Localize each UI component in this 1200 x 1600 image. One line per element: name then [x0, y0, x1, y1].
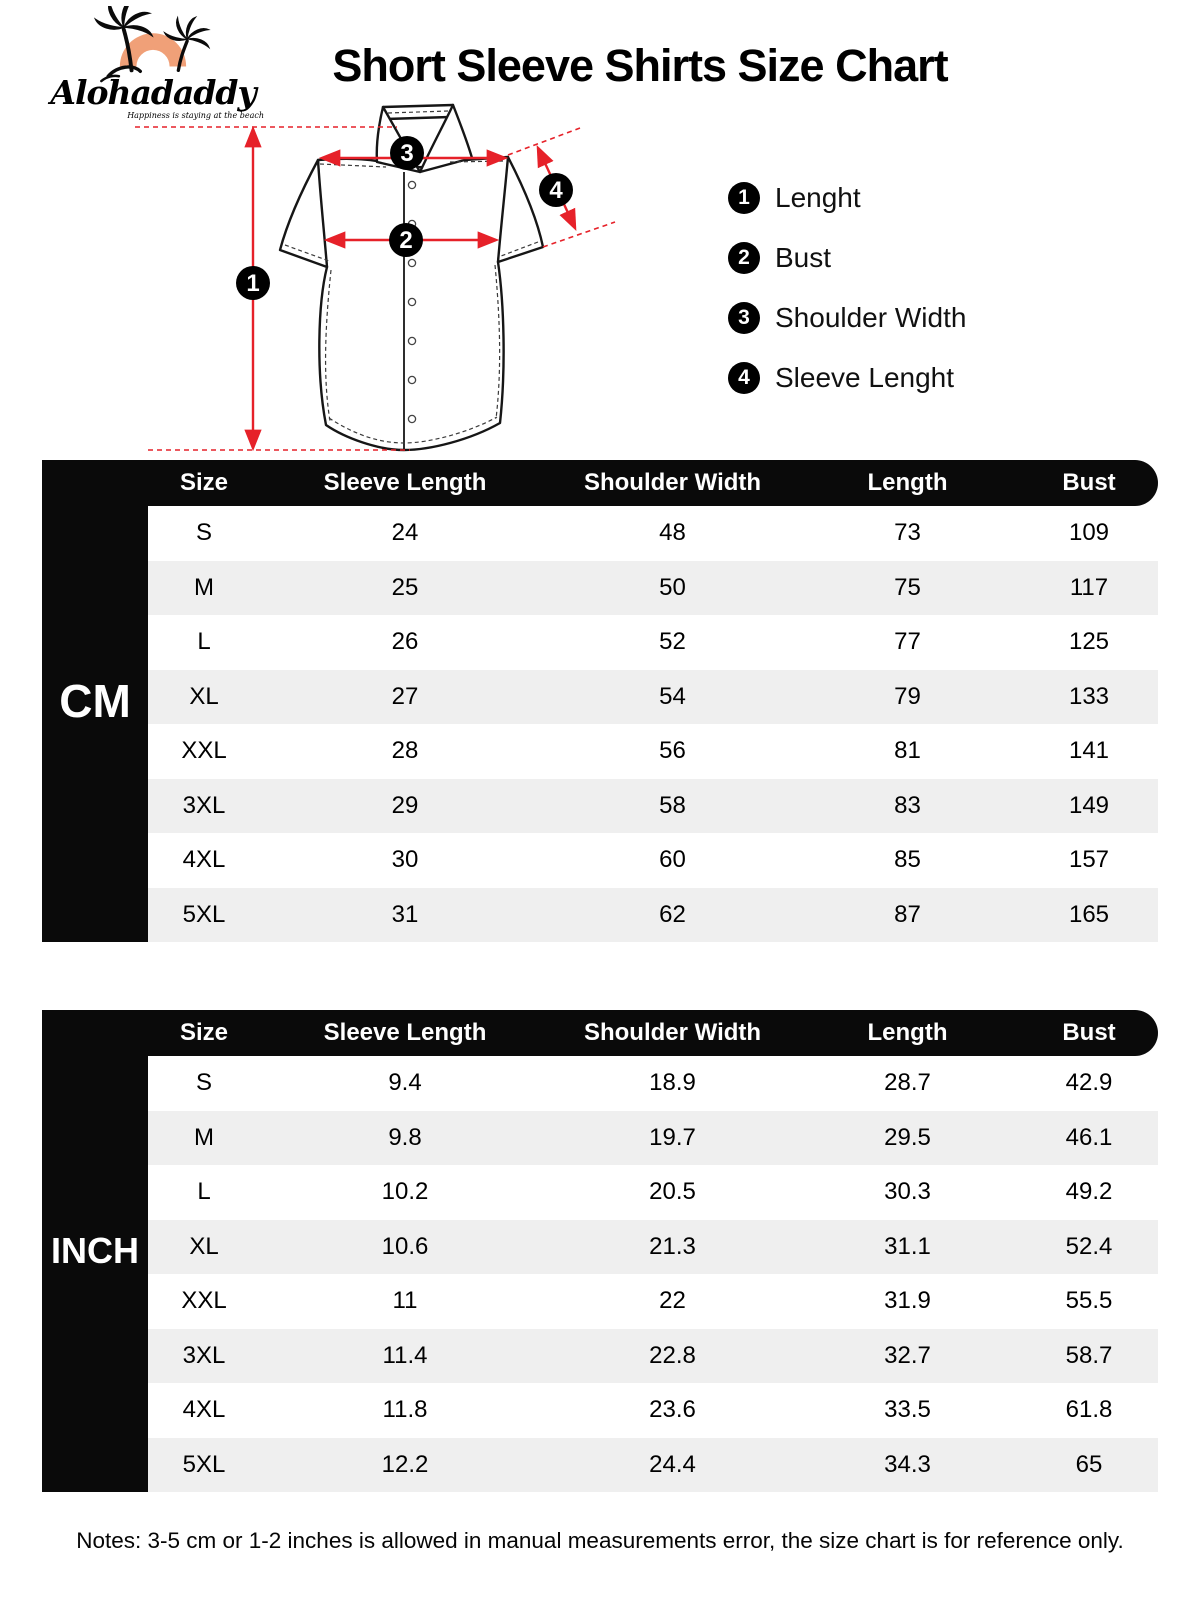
size-table-cm [42, 460, 1158, 942]
measurement-value-cell: 83 [894, 791, 921, 819]
measurement-value-cell: 61.8 [1065, 1396, 1113, 1423]
legend-label-length: Lenght [775, 182, 861, 213]
size-label-cell: S [195, 1069, 212, 1096]
measurement-value-cell: 133 [1068, 682, 1110, 710]
legend-number-3: 3 [728, 302, 760, 334]
measurement-value-cell: 58 [659, 791, 686, 819]
measurement-value-cell: 19.7 [649, 1123, 696, 1151]
table-row-l [148, 615, 1158, 670]
measurement-value-cell: 30 [391, 846, 419, 873]
table-row-xl [148, 670, 1158, 725]
measurement-value-cell: 49.2 [1065, 1178, 1113, 1205]
measurement-value-cell: 12.2 [381, 1450, 429, 1478]
legend-number-4: 4 [728, 362, 760, 394]
size-label-cell: XL [189, 1232, 219, 1260]
size-label-cell: S [195, 519, 212, 546]
size-label-cell: M [194, 573, 214, 601]
measurement-value-cell: 62 [659, 900, 686, 928]
table-row-3xl [148, 779, 1158, 834]
measurement-value-cell: 46.1 [1065, 1123, 1113, 1151]
table-row-xxl [148, 724, 1158, 779]
measurement-value-cell: 157 [1068, 846, 1110, 873]
legend-item-sleeve-length [728, 362, 966, 394]
measurement-value-cell: 28 [391, 737, 419, 764]
measurement-value-cell: 79 [894, 682, 921, 710]
size-label-cell: 5XL [182, 900, 226, 928]
measurement-value-cell: 26 [391, 628, 419, 655]
measurement-value-cell: 11 [392, 1287, 418, 1314]
column-header-sleeve-length: Sleeve Length [323, 469, 487, 496]
measurement-value-cell: 11.4 [382, 1341, 428, 1369]
column-header-shoulder-width: Shoulder Width [583, 1019, 762, 1046]
measurement-value-cell: 22.8 [649, 1341, 696, 1369]
marker-1: 1 [246, 270, 260, 297]
measurement-value-cell: 31.9 [884, 1287, 931, 1314]
measurement-value-cell: 65 [1075, 1450, 1103, 1478]
measurement-value-cell: 31.1 [884, 1232, 931, 1260]
marker-2: 2 [399, 227, 413, 254]
measurement-legend [728, 182, 966, 394]
inch-unit-sidebar [42, 1010, 148, 1492]
measurement-value-cell: 10.6 [381, 1232, 429, 1260]
measurement-value-cell: 20.5 [649, 1178, 696, 1205]
size-label-cell: M [194, 1123, 214, 1151]
measurement-value-cell: 52.4 [1065, 1232, 1113, 1260]
size-label-cell: XXL [181, 737, 227, 764]
cm-unit-sidebar [42, 460, 148, 942]
measurement-value-cell: 10.2 [381, 1178, 429, 1205]
measurement-value-cell: 77 [894, 628, 921, 655]
measurement-value-cell: 85 [894, 846, 921, 873]
measurement-value-cell: 54 [659, 682, 686, 710]
column-header-length: Length [867, 1019, 948, 1046]
measurement-value-cell: 56 [659, 737, 686, 764]
measurement-value-cell: 11.8 [382, 1396, 428, 1423]
table-row-5xl [148, 888, 1158, 943]
legend-item-length [728, 182, 966, 214]
size-label-cell: XL [189, 682, 219, 710]
cm-table-header-bar [42, 460, 1158, 506]
shirt-measurement-diagram [110, 88, 730, 463]
legend-label-sleeve-length: Sleeve Lenght [775, 362, 955, 393]
measurement-value-cell: 52 [659, 628, 686, 655]
measurement-value-cell: 125 [1068, 628, 1110, 655]
inch-table-body [148, 1056, 1158, 1492]
measurement-value-cell: 42.9 [1065, 1069, 1113, 1096]
measurement-value-cell: 73 [894, 519, 921, 546]
cm-unit-label: CM [59, 675, 131, 727]
legend-item-shoulder-width [728, 302, 966, 334]
brand-tagline: Happiness is staying at the beach [127, 111, 264, 120]
inch-table-header-row [148, 1010, 1158, 1056]
page-title: Short Sleeve Shirts Size Chart [332, 40, 948, 91]
measurement-value-cell: 21.3 [649, 1232, 696, 1260]
size-label-cell: 3XL [182, 791, 226, 819]
measurement-value-cell: 24 [391, 519, 419, 546]
measurement-value-cell: 117 [1069, 573, 1109, 601]
table-row-m [148, 1111, 1158, 1166]
column-header-bust: Bust [1062, 469, 1116, 496]
column-header-size: Size [179, 469, 229, 496]
measurement-value-cell: 24.4 [649, 1450, 696, 1478]
marker-3: 3 [400, 140, 414, 167]
cm-table-body [148, 506, 1158, 942]
table-row-m [148, 561, 1158, 616]
measurement-value-cell: 32.7 [884, 1341, 931, 1369]
measurement-value-cell: 9.4 [388, 1069, 422, 1096]
measurement-value-cell: 25 [391, 573, 419, 601]
legend-number-1: 1 [728, 182, 760, 214]
table-row-s [148, 1056, 1158, 1111]
legend-item-bust [728, 242, 966, 274]
table-row-4xl [148, 833, 1158, 888]
measurement-value-cell: 34.3 [884, 1450, 931, 1478]
size-label-cell: L [197, 628, 211, 655]
table-row-l [148, 1165, 1158, 1220]
measurement-value-cell: 23.6 [649, 1396, 696, 1423]
table-row-xl [148, 1220, 1158, 1275]
size-label-cell: 3XL [182, 1341, 226, 1369]
measurement-value-cell: 48 [659, 519, 686, 546]
measurement-value-cell: 109 [1068, 519, 1110, 546]
measurement-value-cell: 18.9 [649, 1069, 696, 1096]
measurement-value-cell: 22 [659, 1287, 686, 1314]
legend-label-bust: Bust [775, 242, 832, 273]
brand-name: Alohadaddy [50, 73, 256, 112]
marker-4: 4 [549, 177, 563, 204]
measurement-value-cell: 75 [894, 573, 921, 601]
size-label-cell: 4XL [182, 1396, 226, 1423]
table-row-4xl [148, 1383, 1158, 1438]
legend-label-shoulder-width: Shoulder Width [775, 302, 967, 333]
size-label-cell: L [197, 1178, 211, 1205]
measurement-value-cell: 29.5 [884, 1123, 931, 1151]
column-header-size: Size [179, 1019, 229, 1046]
measurement-value-cell: 50 [659, 573, 686, 601]
legend-number-2: 2 [728, 242, 760, 274]
table-row-3xl [148, 1329, 1158, 1384]
size-table-inch [42, 1010, 1158, 1492]
measurement-value-cell: 9.8 [388, 1123, 422, 1151]
measurement-value-cell: 31 [391, 900, 419, 928]
inch-table-header-bar [42, 1010, 1158, 1056]
column-header-sleeve-length: Sleeve Length [323, 1019, 487, 1046]
column-header-bust: Bust [1062, 1019, 1116, 1046]
measurement-value-cell: 58.7 [1065, 1341, 1113, 1369]
measurement-value-cell: 27 [391, 682, 419, 710]
measurement-value-cell: 33.5 [884, 1396, 931, 1423]
measurement-value-cell: 165 [1068, 900, 1110, 928]
measurement-value-cell: 30.3 [884, 1178, 931, 1205]
inch-unit-label: INCH [51, 1230, 139, 1271]
size-label-cell: XXL [181, 1287, 227, 1314]
measurement-value-cell: 141 [1068, 737, 1110, 764]
cm-table-header-row [148, 460, 1158, 506]
measurement-value-cell: 81 [894, 737, 921, 764]
size-label-cell: 4XL [182, 846, 226, 873]
measurement-value-cell: 29 [391, 791, 419, 819]
measurement-value-cell: 60 [659, 846, 686, 873]
measurement-value-cell: 87 [894, 900, 921, 928]
table-row-5xl [148, 1438, 1158, 1493]
column-header-length: Length [867, 469, 948, 496]
table-row-s [148, 506, 1158, 561]
size-label-cell: 5XL [182, 1450, 226, 1478]
measurement-value-cell: 28.7 [884, 1069, 931, 1096]
measurement-value-cell: 55.5 [1065, 1287, 1113, 1314]
notes-text: Notes: 3-5 cm or 1-2 inches is allowed in manual measurements error, the size chart is for reference only. [76, 1528, 1124, 1553]
table-row-xxl [148, 1274, 1158, 1329]
column-header-shoulder-width: Shoulder Width [583, 469, 762, 496]
measurement-value-cell: 149 [1068, 791, 1110, 819]
